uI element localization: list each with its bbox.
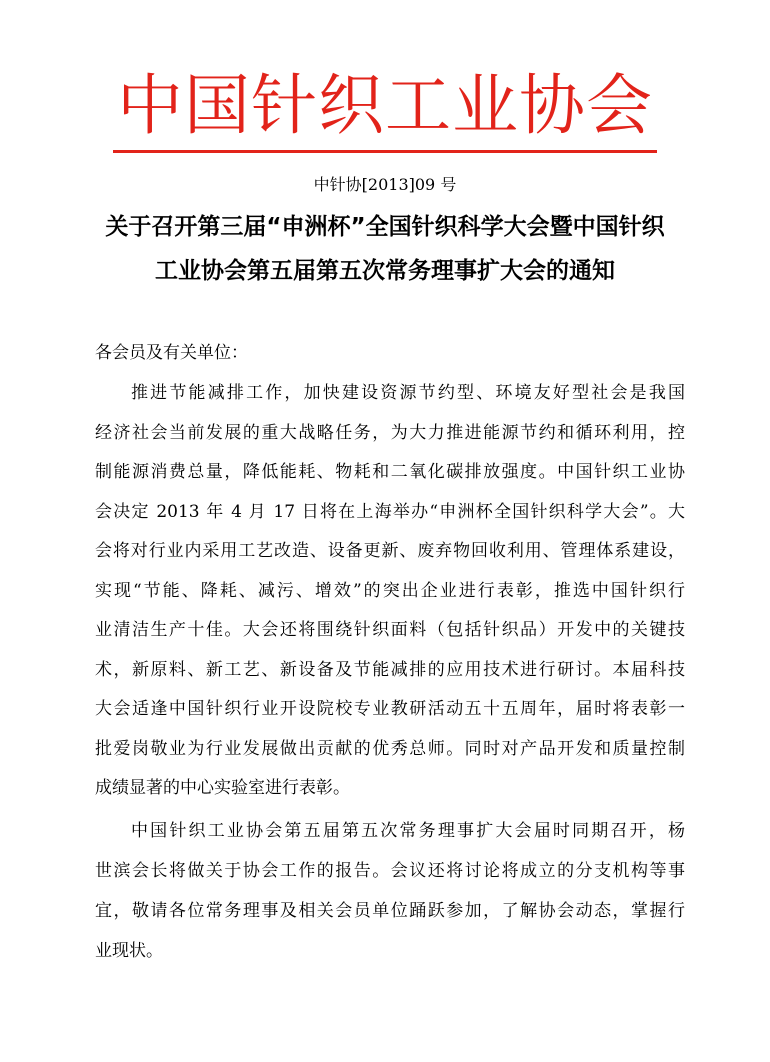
paragraph-1-line: 制能源消费总量，降低能耗、物耗和二氧化碳排放强度。中国针织工业协 [95,462,685,482]
paragraph-1-line: 成绩显著的中心实验室进行表彰。 [95,778,350,798]
letterhead-org-name: 中国针织工业协会 [117,67,653,144]
paragraph-2-line: 中国针织工业协会第五届第五次常务理事扩大会届时同期召开，杨 [131,821,685,841]
document-title-line-1: 关于召开第三届“申洲杯”全国针织科学大会暨中国针织 [105,214,665,240]
paragraph-1-line: 推进节能减排工作，加快建设资源节约型、环境友好型社会是我国 [131,383,685,403]
letterhead-red-rule [113,150,657,153]
salutation: 各会员及有关单位： [95,343,248,363]
document-number: 中针协[2013]09 号 [313,175,457,194]
paragraph-1-line: 批爱岗敬业为行业发展做出贡献的优秀总师。同时对产品开发和质量控制 [95,739,685,759]
paragraph-1-line: 术，新原料、新工艺、新设备及节能减排的应用技术进行研讨。本届科技 [95,660,685,680]
paragraph-1-line: 实现“节能、降耗、减污、增效”的突出企业进行表彰，推选中国针织行 [95,581,685,601]
paragraph-1-line: 会决定 2013 年 4 月 17 日将在上海举办“申洲杯全国针织科学大会”。大 [95,502,685,522]
paragraph-2-line: 宜，敬请各位常务理事及相关会员单位踊跃参加，了解协会动态，掌握行 [95,901,685,921]
paragraph-1-line: 业清洁生产十佳。大会还将围绕针织面料（包括针织品）开发中的关键技 [95,620,685,640]
paragraph-1-line: 会将对行业内采用工艺改造、设备更新、废弃物回收利用、管理体系建设， [95,541,685,561]
paragraph-1-line: 大会适逢中国针织行业开设院校专业教研活动五十五周年，届时将表彰一 [95,699,685,719]
document-title-line-2: 工业协会第五届第五次常务理事扩大会的通知 [155,258,615,284]
paragraph-2-line: 业现状。 [95,941,163,961]
paragraph-1-line: 经济社会当前发展的重大战略任务，为大力推进能源节约和循环利用，控 [95,423,685,443]
paragraph-2-line: 世滨会长将做关于协会工作的报告。会议还将讨论将成立的分支机构等事 [95,861,685,881]
